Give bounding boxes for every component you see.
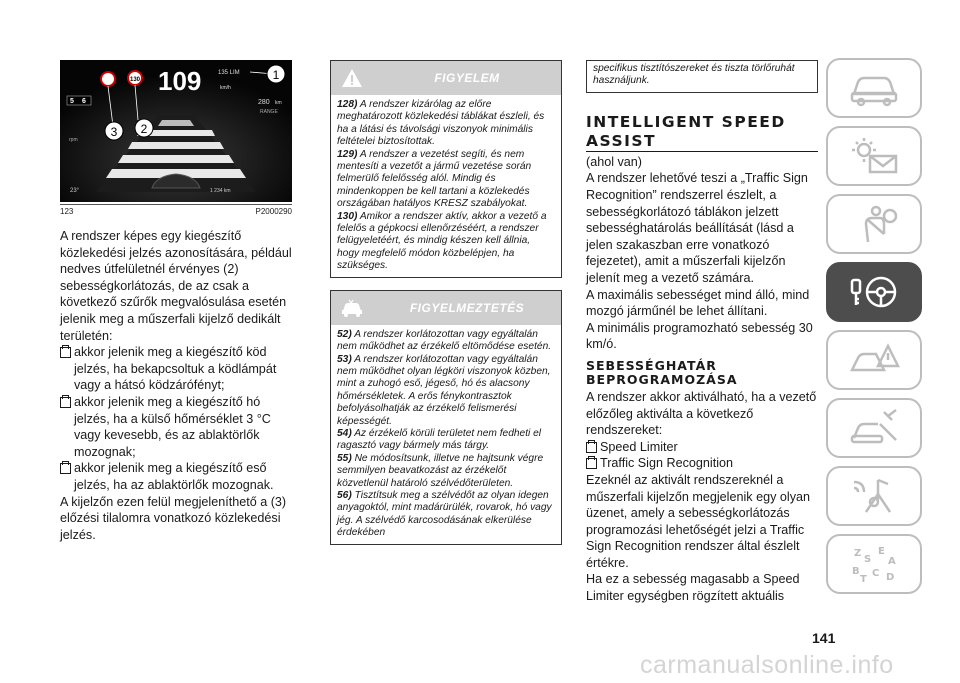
col3-body-2	[586, 389, 818, 605]
caution-item	[337, 428, 555, 453]
index-letter: C	[872, 568, 880, 579]
bullet-text: akkor jelenik meg a kiegészítő eső jelzés, ha az ablaktörlők mozognak.	[74, 461, 274, 492]
continuation-text: specifikus tisztítószereket és tiszta törlőruhát használjunk.	[593, 63, 795, 87]
media-icon	[848, 476, 900, 516]
range-top: 135 LIM	[218, 70, 240, 76]
section-heading-text: INTELLIGENT SPEED ASSIST	[586, 113, 818, 152]
item-text: Tisztítsuk meg a szélvédőt az olyan idegen anyagoktól, mint madárürülék, rovarok, hó vagy jég. A szélvédő karcosodásának elkerülése érdekében	[337, 489, 552, 539]
item-number: 54)	[337, 427, 352, 439]
bullet-text: akkor jelenik meg a kiegészítő köd jelzés, ha bekapcsoltuk a ködlámpát vagy a hátsó ködzárófényt;	[74, 345, 277, 393]
index-letter: S	[864, 554, 872, 565]
item-text: Ne módosítsunk, illetve ne hajtsunk végre semmilyen beavatkozást az érzékelőt közvetlenül határoló szélvédőterületen.	[337, 452, 544, 489]
footer-watermark: carmanualsonline.info	[640, 651, 894, 679]
list-item	[60, 394, 292, 460]
item-number: 128)	[337, 99, 358, 110]
sidebar-tab-safety[interactable]	[826, 194, 922, 254]
list-item	[60, 344, 292, 394]
sidebar-tab-car[interactable]	[826, 58, 922, 118]
sidebar-tab-driving[interactable]	[826, 262, 922, 322]
limit-sign-text: 130	[129, 77, 141, 83]
paragraph: A minimális programozható sebesség 30 km/ó.	[586, 320, 813, 352]
figure-number: 123	[60, 207, 74, 216]
paragraph: Ezeknél az aktivált rendszereknél a műszerfali kijelzőn megjelenik egy olyan üzenet, amely a sebességkorlátozás programozási lehetőségét jelzi a Traffic Sign Recognition rendszer által észlelt értékre.	[586, 472, 810, 570]
item-number: 130)	[337, 210, 358, 222]
range-unit: km	[275, 100, 282, 106]
col1-outro: A kijelzőn ezen felül megjeleníthető a (3) előzési tilalomra vonatkozó közlekedési jelzés.	[60, 494, 287, 542]
figure-code: P2000290	[255, 207, 292, 216]
bullet-icon	[586, 442, 597, 453]
caution-title: FIGYELMEZTETÉS	[409, 300, 525, 315]
warning-road-icon	[848, 340, 900, 380]
col1-intro: A rendszer képes egy kiegészítő közlekedési jelzés azonosítására, például nedves útfelületnél érvényes (2) sebességkorlátozás, de az csak a következő szűrők megvalósulása esetén jelenik meg a műszerfali kijelző dedikált területén:	[60, 229, 292, 343]
item-number: 56)	[337, 489, 352, 501]
continuation-box	[586, 60, 818, 93]
sidebar-tab-maintenance[interactable]	[826, 398, 922, 458]
warning-item	[337, 99, 555, 149]
sidebar-tab-multimedia[interactable]	[826, 466, 922, 526]
car-damage-icon	[331, 291, 373, 325]
warning-item	[337, 149, 555, 211]
index-letter: E	[878, 546, 885, 557]
caution-item	[337, 490, 555, 540]
sidebar-tab-emergency[interactable]	[826, 330, 922, 390]
callout-3: 3	[110, 125, 118, 139]
list-item	[60, 460, 292, 493]
bullet-text: Traffic Sign Recognition	[600, 456, 734, 471]
index-letter: T	[860, 574, 867, 584]
list-item	[586, 455, 818, 472]
seatbelt-airbag-icon	[848, 204, 900, 244]
item-text: A rendszer a vezetést segíti, és nem mentesíti a vezetőt a jármű vezetése során felmerülő felelősség alól. Mindig és mindenkoppen be kell tartani a közlekedés országában hatályos KRESZ szabályokat.	[337, 148, 532, 210]
caution-item	[337, 354, 555, 428]
list-item	[586, 439, 818, 456]
gear-current: 5	[70, 98, 74, 105]
speed-unit: km/h	[220, 85, 231, 91]
caution-body	[331, 325, 561, 544]
callout-1: 1	[272, 68, 280, 82]
index-letter: Z	[854, 548, 862, 559]
car-tools-icon	[848, 408, 900, 448]
right-column	[586, 60, 818, 605]
sun-envelope-icon	[848, 136, 900, 176]
item-text: A rendszer korlátozottan vagy egyáltalán nem működhet olyan légköri viszonyok közben, mint a zuhogó eső, jégeső, hó és alacsony hőmérsékletek. A erős fénykontrasztok befolyásolhatják az érzékelő felismerési képességét.	[337, 353, 551, 427]
index-letter: B	[852, 566, 860, 577]
speed-readout: 109	[158, 66, 202, 96]
item-text: Amikor a rendszer aktív, akkor a vezető a felelős a gépkocsi ellenőrzéséért, a rendszer felügyeletéért, és mindig készen kell állnia, hogy megfelelő módon közbelépjen, ha szükséges.	[337, 210, 547, 272]
abc-index-icon	[848, 544, 900, 584]
caution-item	[337, 329, 555, 354]
paragraph: A rendszer akkor aktiválható, ha a vezető előzőleg aktiválta a következő rendszereket:	[586, 389, 817, 438]
warning-body	[331, 95, 561, 277]
page-number: 141	[812, 630, 836, 646]
col1-body	[60, 228, 292, 543]
outside-temp: 23°	[70, 188, 80, 194]
caution-box	[330, 290, 562, 545]
odometer: 1 234 km	[210, 188, 231, 194]
bullet-icon	[60, 347, 71, 358]
paragraph: A rendszer lehetővé teszi a „Traffic Sign Recognition” rendszerrel észlelt, a sebességkorlátozó táblákon jelzett sebességhatárolás beállítását (lásd a jelen szakaszban erre vonatkozó fejezetet), amit a műszerfali kijelzőn jelenít meg a vezető számára.	[586, 171, 808, 285]
key-steering-wheel-icon	[848, 272, 900, 312]
col3-body	[586, 154, 818, 353]
instrument-cluster-figure	[60, 60, 292, 202]
warning-header	[331, 61, 561, 95]
chapter-sidebar	[826, 58, 930, 602]
range-label: RANGE	[260, 109, 278, 115]
left-column	[60, 60, 292, 543]
bullet-text: Speed Limiter	[600, 439, 678, 454]
item-text: A rendszer korlátozottan vagy egyáltalán nem működhet az érzékelő eltömődése esetén.	[337, 328, 552, 353]
gear-next: 6	[82, 98, 86, 105]
paragraph: A maximális sebességet mind álló, mind mozgó járműnél be lehet állítani.	[586, 287, 810, 319]
bullet-icon	[586, 458, 597, 469]
caution-item	[337, 453, 555, 490]
item-number: 53)	[337, 353, 352, 365]
sidebar-tab-lights[interactable]	[826, 126, 922, 186]
warning-title: FIGYELEM	[434, 71, 500, 85]
bullet-icon	[60, 397, 71, 408]
callout-2: 2	[140, 122, 148, 136]
item-number: 52)	[337, 328, 352, 340]
index-letter: A	[888, 556, 896, 567]
item-text: Az érzékelő körüli területet nem fedheti el ragasztó vagy bármely más tárgy.	[337, 427, 542, 452]
middle-column	[330, 60, 562, 557]
item-number: 129)	[337, 148, 358, 160]
warning-triangle-icon	[331, 61, 373, 95]
paragraph: (ahol van)	[586, 154, 643, 169]
rpm-label: rpm	[69, 137, 78, 143]
sidebar-tab-index[interactable]	[826, 534, 922, 594]
warning-box	[330, 60, 562, 278]
section-heading	[586, 113, 818, 152]
subsection-heading: SEBESSÉGHATÁR BEPROGRAMOZÁSA	[586, 357, 738, 387]
item-text: A rendszer kizárólag az előre meghatározott közlekedési táblákat észleli, és ha a látási és távolsági viszonyok minimális feltételei biztosítottak.	[337, 99, 545, 148]
paragraph: Ha ez a sebesség magasabb a Speed Limiter egységben rögzített aktuális	[586, 572, 800, 604]
bullet-icon	[60, 463, 71, 474]
warning-item	[337, 211, 555, 273]
index-letter: D	[886, 572, 895, 583]
instrument-cluster-drawing	[60, 60, 292, 202]
caution-header	[331, 291, 561, 325]
bullet-text: akkor jelenik meg a kiegészítő hó jelzés, ha a külső hőmérséklet 3 °C vagy kevesebb, és az ablaktörlők mozognak;	[74, 394, 271, 459]
item-number: 55)	[337, 452, 352, 464]
car-icon	[848, 68, 900, 108]
range-value: 280	[258, 99, 270, 106]
figure-caption	[60, 204, 292, 216]
